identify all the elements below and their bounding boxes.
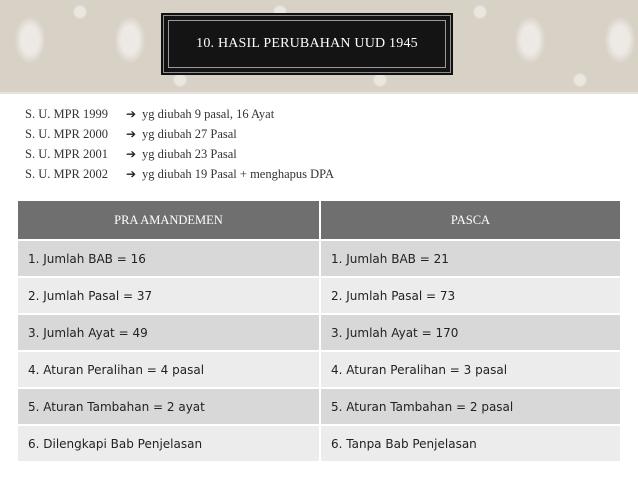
arrow-right-icon: ➔	[125, 107, 137, 121]
arrow-right-icon: ➔	[125, 167, 137, 181]
session-label: S. U. MPR 2002	[25, 166, 109, 181]
table-row	[18, 426, 620, 461]
table-header	[18, 201, 620, 239]
session-text: yg diubah 27 Pasal	[142, 126, 237, 141]
list-item	[25, 164, 525, 184]
table-cell: 2. Jumlah Pasal = 37	[18, 278, 321, 313]
table-cell: 3. Jumlah Ayat = 170	[331, 325, 459, 340]
table-row	[18, 241, 620, 276]
table-row	[18, 315, 620, 350]
list-item	[25, 104, 525, 124]
slide-title: 10. HASIL PERUBAHAN UUD 1945	[196, 36, 418, 51]
table-cell: 6. Dilengkapi Bab Penjelasan	[18, 426, 321, 461]
table-row	[18, 278, 620, 313]
table-cell: 4. Aturan Peralihan = 4 pasal	[18, 352, 321, 387]
session-list	[25, 104, 525, 184]
arrow-right-icon: ➔	[125, 127, 137, 141]
session-text: yg diubah 23 Pasal	[142, 146, 237, 161]
session-label: S. U. MPR 2001	[25, 146, 109, 161]
banner-divider	[0, 92, 638, 94]
session-label: S. U. MPR 1999	[25, 106, 109, 121]
table-cell: 2. Jumlah Pasal = 73	[331, 288, 456, 303]
session-text: yg diubah 9 pasal, 16 Ayat	[142, 106, 275, 121]
comparison-table	[18, 201, 620, 461]
list-item	[25, 144, 525, 164]
table-cell: 5. Aturan Tambahan = 2 pasal	[331, 399, 514, 414]
session-label: S. U. MPR 2000	[25, 126, 109, 141]
session-text: yg diubah 19 Pasal + menghapus DPA	[142, 166, 334, 181]
header-pra: PRA AMANDEMEN	[18, 201, 321, 239]
slide-title-box	[163, 15, 451, 73]
arrow-right-icon: ➔	[125, 147, 137, 161]
list-item	[25, 124, 525, 144]
table-cell: 3. Jumlah Ayat = 49	[18, 315, 321, 350]
table-cell: 6. Tanpa Bab Penjelasan	[331, 436, 477, 451]
table-row	[18, 352, 620, 387]
table-cell: 4. Aturan Peralihan = 3 pasal	[331, 362, 508, 377]
table-cell: 1. Jumlah BAB = 16	[18, 241, 321, 276]
header-pasca: PASCA	[450, 212, 491, 227]
table-row	[18, 389, 620, 424]
table-cell: 5. Aturan Tambahan = 2 ayat	[18, 389, 321, 424]
table-cell: 1. Jumlah BAB = 21	[331, 251, 449, 266]
